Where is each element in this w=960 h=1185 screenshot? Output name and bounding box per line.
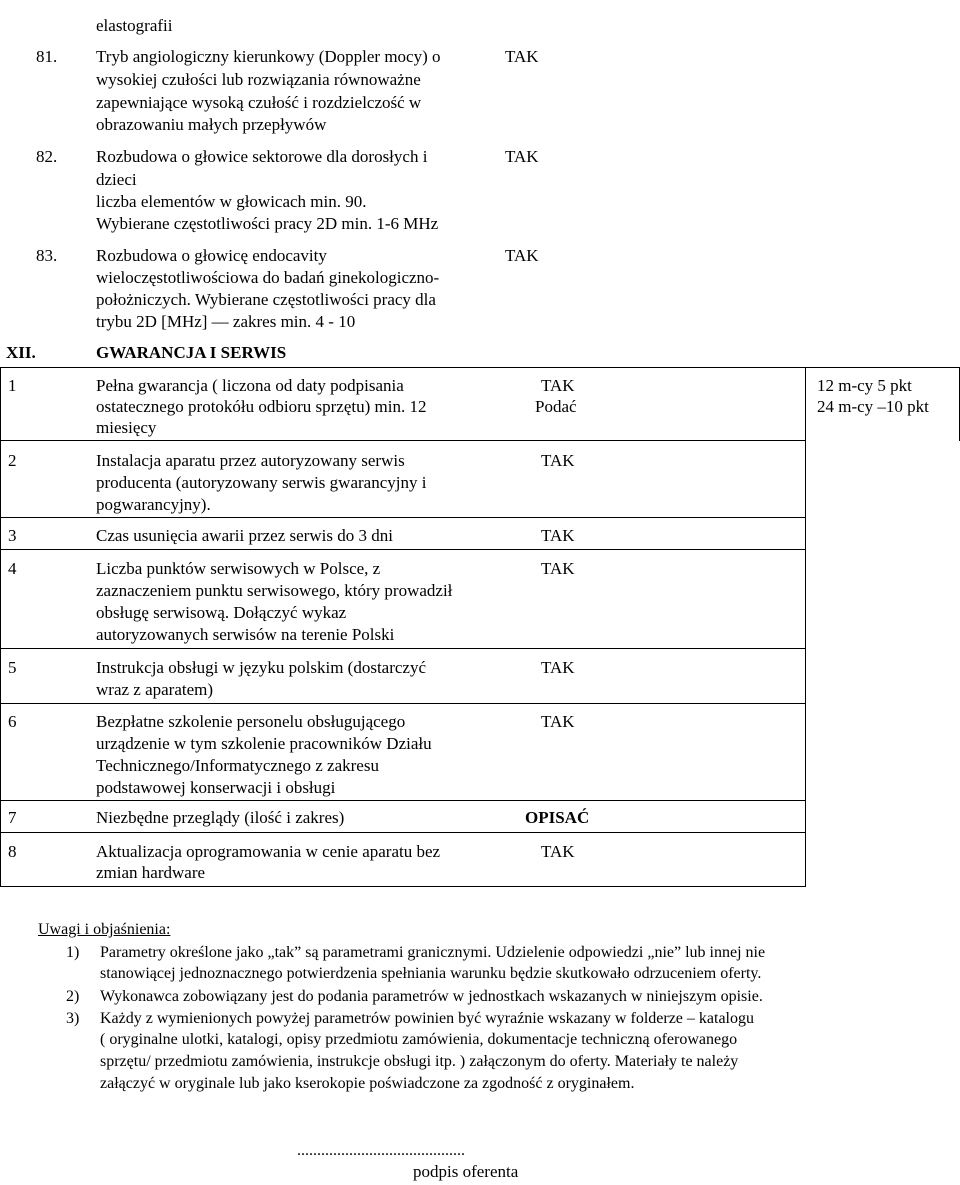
note-number: 1) xyxy=(66,944,80,961)
row-number: 1 xyxy=(8,376,17,395)
row-description: miesięcy xyxy=(96,418,157,437)
row-score: 12 m-cy 5 pkt xyxy=(817,376,912,395)
row-description: dzieci xyxy=(96,170,137,189)
table-line xyxy=(0,648,805,649)
table-line xyxy=(0,886,805,887)
note-text: stanowiącej jednoznacznego potwierdzenia spełniania warunku będzie skutkowało odrzuceniem oferty. xyxy=(100,965,762,982)
section-title: GWARANCJA I SERWIS xyxy=(96,343,287,362)
row-number: 4 xyxy=(8,559,17,578)
row-number: 8 xyxy=(8,842,17,861)
row-answer: TAK xyxy=(541,376,575,395)
row-description: obsługę serwisową. Dołączyć wykaz xyxy=(96,603,347,622)
table-line xyxy=(0,440,805,441)
row-description: pogwarancyjny). xyxy=(96,495,211,514)
section-number: XII. xyxy=(6,343,36,362)
row-description: liczba elementów w głowicach min. 90. xyxy=(96,192,367,211)
notes-heading: Uwagi i objaśnienia: xyxy=(38,921,171,938)
row-description: Liczba punktów serwisowych w Polsce, z xyxy=(96,559,381,578)
row-description: podstawowej konserwacji i obsługi xyxy=(96,778,336,797)
row-number: 83. xyxy=(36,246,58,265)
signature-line: .......................................... xyxy=(297,1142,465,1159)
row-description: Technicznego/Informatycznego z zakresu xyxy=(96,756,379,775)
table-line xyxy=(0,800,805,801)
row-answer: TAK xyxy=(541,559,575,578)
row-description: zapewniające wysoką czułość i rozdzielczość w xyxy=(96,93,422,112)
row-description: producenta (autoryzowany serwis gwarancyjny i xyxy=(96,473,427,492)
row-description: Aktualizacja oprogramowania w cenie aparatu bez xyxy=(96,842,441,861)
table-line xyxy=(0,549,805,550)
table-line xyxy=(805,367,806,887)
row-description: Niezbędne przeglądy (ilość i zakres) xyxy=(96,808,345,827)
note-text: sprzętu/ przedmiotu zamówienia, instrukcje obsługi itp. ) załączonym do oferty. Materiały te należy xyxy=(100,1053,739,1070)
row-description: Bezpłatne szkolenie personelu obsługującego xyxy=(96,712,406,731)
note-number: 3) xyxy=(66,1010,80,1027)
row-number: 7 xyxy=(8,808,17,827)
row-description: Wybierane częstotliwości pracy 2D min. 1-6 MHz xyxy=(96,214,439,233)
signature-label: podpis oferenta xyxy=(413,1162,519,1181)
row-description: urządzenie w tym szkolenie pracowników Działu xyxy=(96,734,432,753)
row-description: zmian hardware xyxy=(96,863,206,882)
row-answer: TAK xyxy=(505,246,539,265)
note-text: załączyć w oryginale lub jako kserokopie poświadczone za zgodność z oryginałem. xyxy=(100,1075,635,1092)
row-number: 82. xyxy=(36,147,58,166)
row-description: Rozbudowa o głowice sektorowe dla dorosłych i xyxy=(96,147,428,166)
row-description: trybu 2D [MHz] — zakres min. 4 - 10 xyxy=(96,312,356,331)
row-score: 24 m-cy –10 pkt xyxy=(817,397,929,416)
row-description: Instalacja aparatu przez autoryzowany serwis xyxy=(96,451,405,470)
row-description: wysokiej czułości lub rozwiązania równoważne xyxy=(96,70,421,89)
row-description: Czas usunięcia awarii przez serwis do 3 dni xyxy=(96,526,393,545)
row-answer: TAK xyxy=(505,47,539,66)
table-line xyxy=(0,517,805,518)
row-description: Pełna gwarancja ( liczona od daty podpisania xyxy=(96,376,404,395)
row-answer: TAK xyxy=(541,451,575,470)
row-answer: OPISAĆ xyxy=(525,808,590,827)
row-description: Tryb angiologiczny kierunkowy (Doppler mocy) o xyxy=(96,47,441,66)
row-number: 81. xyxy=(36,47,58,66)
note-text: Każdy z wymienionych powyżej parametrów powinien być wyraźnie wskazany w folderze – katalogu xyxy=(100,1010,754,1027)
note-text: Parametry określone jako „tak” są parametrami granicznymi. Udzielenie odpowiedzi „nie” lub innej nie xyxy=(100,944,766,961)
row-description: Rozbudowa o głowicę endocavity xyxy=(96,246,327,265)
row-answer: Podać xyxy=(535,397,577,416)
row-answer: TAK xyxy=(541,658,575,677)
row-number: 5 xyxy=(8,658,17,677)
row-description: autoryzowanych serwisów na terenie Polski xyxy=(96,625,395,644)
table-line xyxy=(0,367,1,887)
note-text: Wykonawca zobowiązany jest do podania parametrów w jednostkach wskazanych w niniejszym opisie. xyxy=(100,988,763,1005)
table-line xyxy=(0,703,805,704)
row-answer: TAK xyxy=(541,712,575,731)
row-description: zaznaczeniem punktu serwisowego, który prowadził xyxy=(96,581,453,600)
row-number: 6 xyxy=(8,712,17,731)
row-description: położniczych. Wybierane częstotliwości pracy dla xyxy=(96,290,436,309)
note-text: ( oryginalne ulotki, katalogi, opisy przedmiotu zamówienia, dokumentacje techniczną oferowanego xyxy=(100,1031,738,1048)
row-answer: TAK xyxy=(505,147,539,166)
row-description: Instrukcja obsługi w języku polskim (dostarczyć xyxy=(96,658,427,677)
row-description: wieloczęstotliwościowa do badań ginekologiczno- xyxy=(96,268,440,287)
row-description: obrazowaniu małych przepływów xyxy=(96,115,327,134)
row-number: 3 xyxy=(8,526,17,545)
row-description: ostatecznego protokółu odbioru sprzętu) min. 12 xyxy=(96,397,427,416)
row-answer: TAK xyxy=(541,526,575,545)
table-line xyxy=(0,367,960,368)
row-answer: TAK xyxy=(541,842,575,861)
table-line xyxy=(0,832,805,833)
continued-text: elastografii xyxy=(96,16,173,35)
note-number: 2) xyxy=(66,988,80,1005)
row-description: wraz z aparatem) xyxy=(96,680,214,699)
row-number: 2 xyxy=(8,451,17,470)
